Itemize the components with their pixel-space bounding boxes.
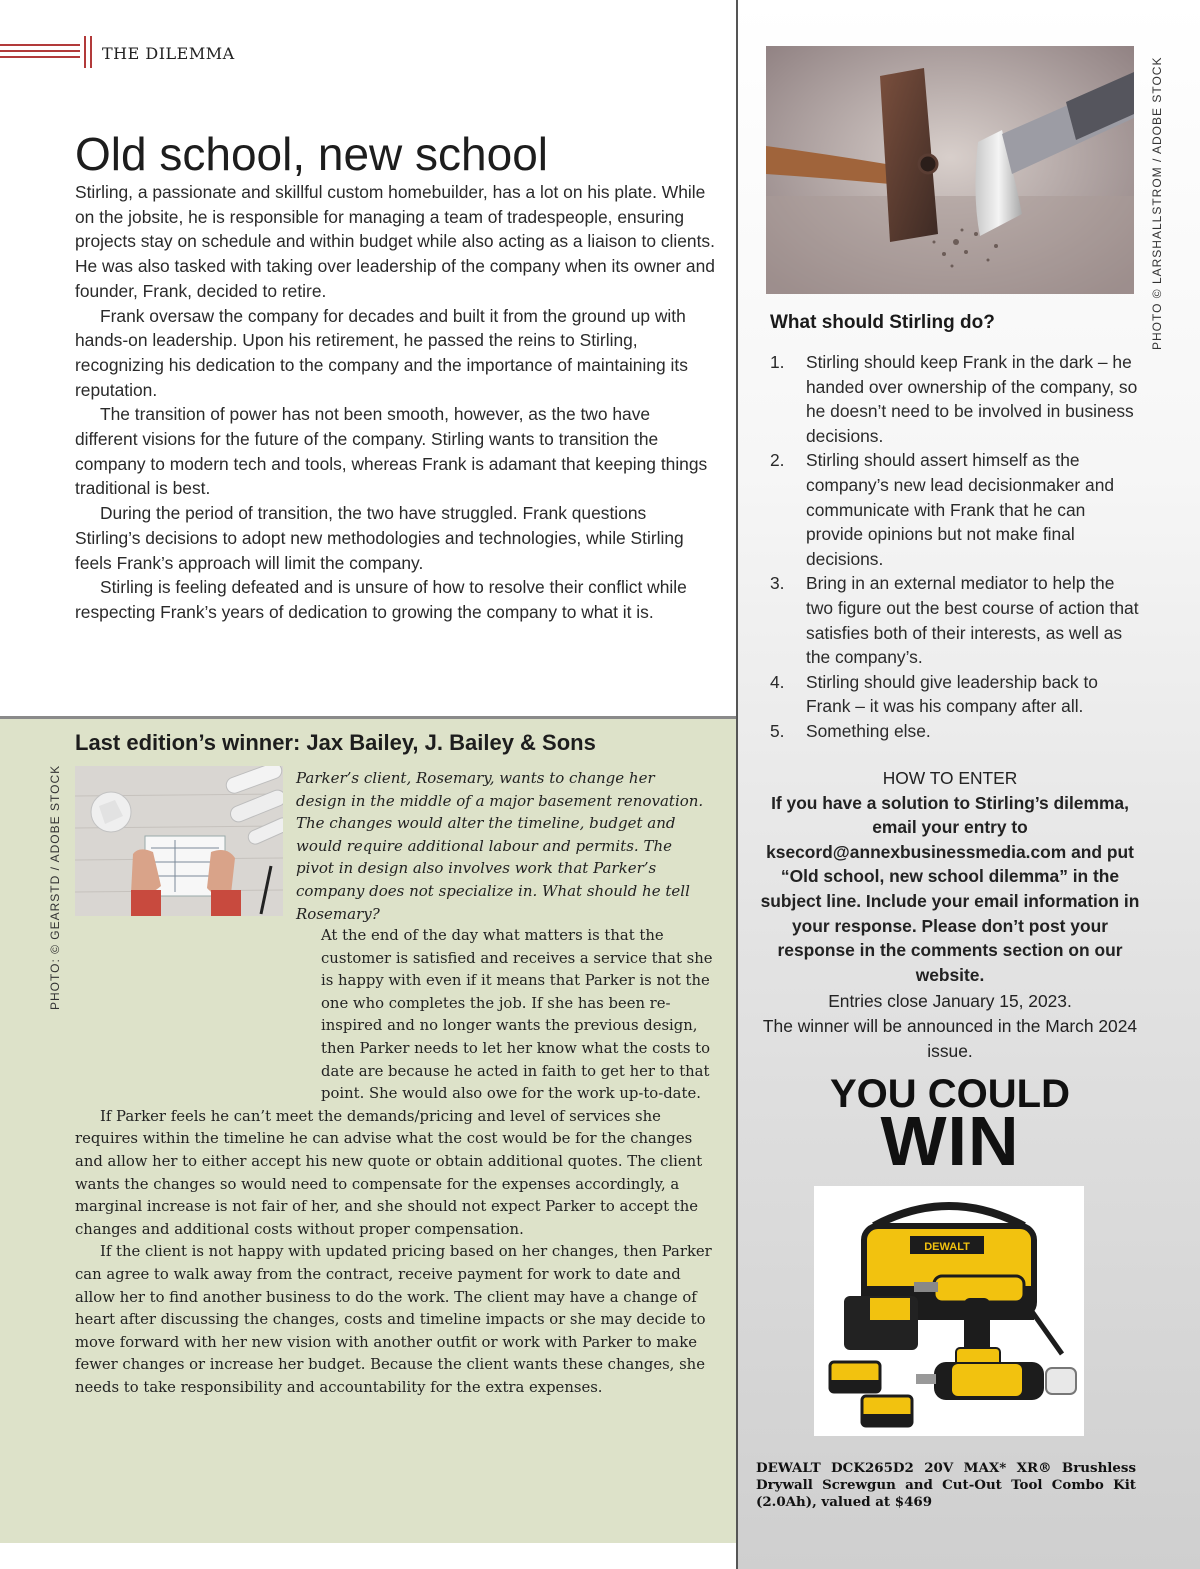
header-rule-lines (0, 44, 80, 64)
option-item (770, 571, 1140, 669)
article-body (75, 180, 715, 625)
photo-credit-hammer: PHOTO © LARSHALLSTROM / ADOBE STOCK (1150, 56, 1164, 350)
photo-credit-desk: PHOTO: © GEARSTD / ADOBE STOCK (48, 764, 62, 1010)
header-rule-vertical (84, 36, 96, 68)
answer-paragraph: If the client is not happy with updated pricing based on her changes, then Parker can agree to walk away from the contract, receive payment for work to date and allow her to find another business to do the work. The client may have a change of heart after discussing the changes, costs and timeline impacts or she may decide to move forward with her new vision with another outfit or work with Parker to make fewer changes or increase her budget. Because the client wants these changes, she needs to take responsibility and accountability for the extra expenses. (75, 1243, 712, 1396)
hammer-photo (766, 46, 1134, 294)
options-list (770, 350, 1140, 744)
promo-you-could: YOU COULD (830, 1072, 1070, 1116)
winner-heading: Last edition’s winner: Jax Bailey, J. Bailey & Sons (75, 730, 596, 755)
article-paragraph: Frank oversaw the company for decades and built it from the ground up with hands-on leadership. Upon his retirement, he passed the reins to Stirling, recognizing his dedication to the company and the importance of maintaining its reputation. (75, 305, 688, 400)
option-text: Stirling should keep Frank in the dark – he handed over ownership of the company, so he doesn’t need to be involved in business decisions. (806, 352, 1138, 446)
article-title: Old school, new school (75, 128, 549, 180)
article-paragraph: Stirling is feeling defeated and is unsure of how to resolve their conflict while respecting Frank’s years of dedication to growing the company to what it is. (75, 577, 687, 622)
option-number: 1. (770, 352, 785, 372)
blueprint-desk-photo (75, 766, 283, 916)
option-text: Bring in an external mediator to help the two figure out the best course of action that satisfies both of their interests, as well as the company’s. (806, 573, 1139, 668)
promo-win: WIN (880, 1102, 1020, 1180)
column-divider (736, 0, 738, 1569)
answer-paragraph: If Parker feels he can’t meet the demands/pricing and level of services she requires within the timeline he can advise what the cost would be for the changes and allow her to either accept his new quote or obtain additional quotes. The client wants the changes so would need to compensate for the expenses accordingly, a marginal increase is not fair of her, and she should not expect Parker to accept the changes and additional costs without proper compensation. (75, 1107, 703, 1238)
option-text: Stirling should give leadership back to Frank – it was his company after all. (806, 671, 1098, 717)
prize-photo (814, 1186, 1084, 1436)
option-item (770, 670, 1140, 719)
winner-announcement: The winner will be announced in the March 2024 issue. (762, 1015, 1138, 1061)
option-number: 2. (770, 450, 785, 471)
question-heading: What should Stirling do? (770, 312, 995, 333)
answer-paragraph: At the end of the day what matters is that the customer is satisfied and receives a service that she is happy with even if it means that Parker is not the one who completes the job. If she has been re-inspired and no longer wants the previous design, then Parker needs to let her know what the costs to date are because he acted in faith to get her to that point. She would also owe for the work up-to-date. (321, 927, 713, 1103)
winner-prompt: Parker’s client, Rosemary, wants to change her design in the middle of a major basement renovation. The changes would alter the timeline, budget and would require additional labour and permits. The pivot in design also involves work that Parker’s company does not specialize in. What should he tell Rosemary? (296, 769, 704, 923)
prize-caption: DEWALT DCK265D2 20V MAX* XR® Brushless Drywall Screwgun and Cut-Out Tool Combo Kit (2.0Ah), valued at $469 (756, 1460, 1136, 1510)
section-tag: THE DILEMMA (102, 44, 235, 63)
entry-instructions: If you have a solution to Stirling’s dilemma, email your entry to ksecord@annexbusinessmedia.com and put “Old school, new school dilemma” in the subject line. Include your email information in your response. Please don’t post your response in the comments section on our website. (760, 792, 1140, 985)
option-text: Something else. (806, 720, 931, 741)
prize-brand-label: DEWALT (924, 1241, 970, 1253)
article-paragraph: The transition of power has not been smooth, however, as the two have different visions for the future of the company. Stirling wants to transition the company to modern tech and tools, whereas Frank is adamant that keeping things traditional is best. (75, 404, 708, 499)
option-number: 4. (770, 671, 785, 692)
article-paragraph: During the period of transition, the two have struggled. Frank questions Stirling’s decisions to adopt new methodologies and technologies, while Stirling feels Frank’s approach will limit the company. (75, 503, 684, 573)
option-item (770, 448, 1140, 571)
option-number: 5. (770, 720, 785, 741)
how-to-enter (760, 766, 1140, 1063)
entry-close-date: Entries close January 15, 2023. (828, 991, 1072, 1012)
option-item (770, 350, 1140, 448)
option-number: 3. (770, 573, 785, 594)
option-item (770, 719, 1140, 744)
how-to-enter-heading: HOW TO ENTER (882, 768, 1018, 788)
winner-answer (75, 925, 717, 1399)
option-text: Stirling should assert himself as the company’s new lead decisionmaker and communicate with Frank that he can provide opinions but not make final decisions. (806, 450, 1115, 569)
article-paragraph: Stirling, a passionate and skillful custom homebuilder, has a lot on his plate. While on the jobsite, he is responsible for managing a team of tradespeople, ensuring projects stay on schedule and within budget while also acting as a liaison to clients. He was also tasked with taking over leadership of the company when its owner and founder, Frank, decided to retire. (75, 182, 715, 301)
